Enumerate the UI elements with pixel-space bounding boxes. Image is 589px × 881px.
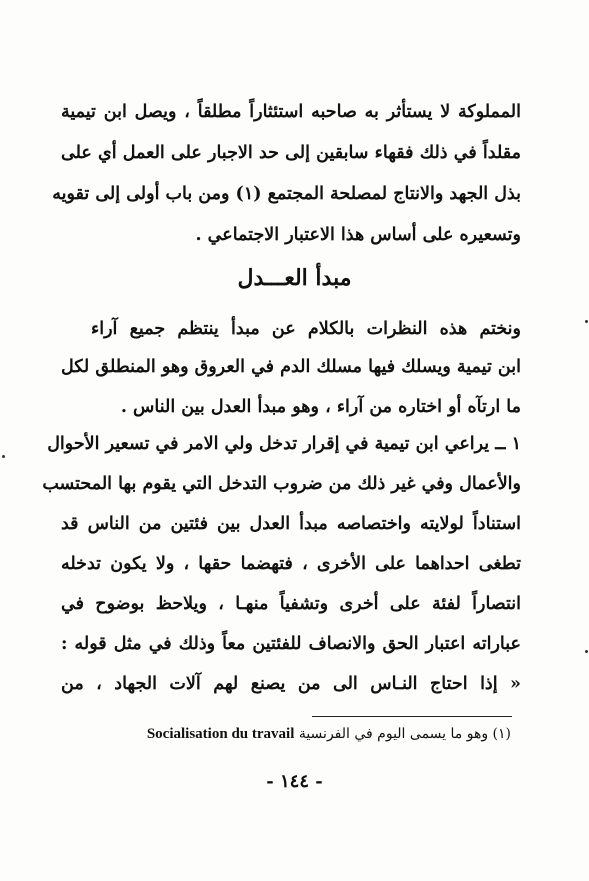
scan-edge-mark: [585, 320, 588, 323]
paragraph-3-line-3: استناداً لولايته واختصاصه مبدأ العدل بين فئتين من الناس قد: [61, 514, 521, 534]
paragraph-1-line-2: مقلداً في ذلك فقهاء سابقين إلى حد الاجبار على العمل أي على: [61, 143, 521, 163]
scan-edge-mark: [2, 455, 5, 458]
scan-edge-mark: [585, 650, 588, 653]
paragraph-1-line-3: بذل الجهد والانتاج لمصلحة المجتمع (١) ومن باب أولى إلى تقويه: [52, 184, 521, 204]
paragraph-3-line-1: ١ ــ يراعي ابن تيمية في إقرار تدخل ولي الامر في تسعير الأحوال: [47, 434, 521, 454]
footnote-separator: [312, 716, 512, 717]
page-number: - ١٤٤ -: [266, 771, 323, 792]
paragraph-3-line-7: « إذا احتاج النـاس الى من يصنع لهم آلات الجهاد ، من: [61, 674, 521, 694]
paragraph-2-line-2: ابن تيمية ويسلك فيها مسلك الدم في العروق وهو المنطلق لكل: [61, 357, 521, 377]
paragraph-3-line-4: تطغى احداهما على الأخرى ، فتهضما حقها ، ولا يكون تدخله: [61, 554, 521, 574]
section-heading: مبدأ العـــدل: [237, 265, 352, 291]
paragraph-3-line-5: انتصاراً لفئة على أخرى وتشفياً منهـا ، ويلاحظ بوضوح في: [61, 594, 521, 614]
paragraph-2-line-3: ما ارتآه أو اختاره من آراء ، وهو مبدأ العدل بين الناس .: [120, 397, 521, 417]
paragraph-2-line-1: ونختم هذه النظرات بالكلام عن مبدأ ينتظم جميع آراء: [91, 319, 521, 339]
footnote-arabic-text: (١) وهو ما يسمى اليوم في الفرنسية: [298, 726, 511, 742]
footnote: [81, 724, 511, 744]
paragraph-1-line-4: وتسعيره على أساس هذا الاعتبار الاجتماعي .: [195, 225, 521, 245]
footnote-latin-text: Socialisation du travail: [146, 726, 295, 742]
paragraph-1-line-1: المملوكة لا يستأثر به صاحبه استئثاراً مطلقاً ، ويصل ابن تيمية: [61, 102, 521, 122]
paragraph-3-line-6: عباراته اعتبار الحق والانصاف للفئتين معاً وذلك في مثل قوله :: [61, 634, 521, 654]
paragraph-3-line-2: والأعمال وفي غير ذلك من ضروب التدخل التي يقوم بها المحتسب: [42, 474, 521, 494]
